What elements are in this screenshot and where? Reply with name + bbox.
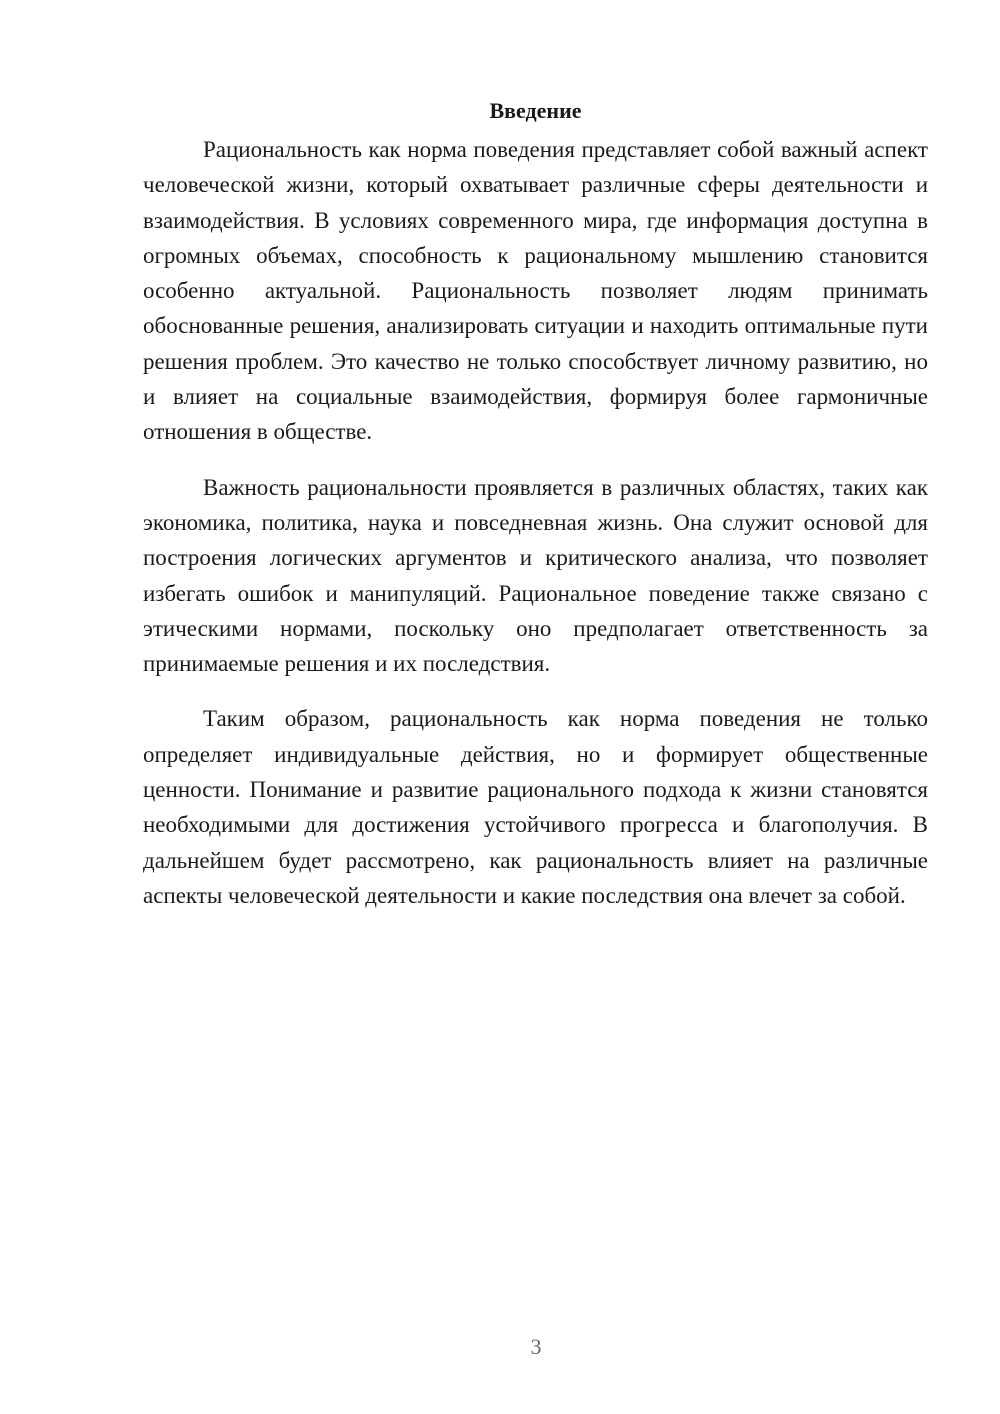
- paragraph-2: Важность рациональности проявляется в различных областях, таких как экономика, политика, наука и повседневная жизнь. Она служит основой для построения логических аргументов и критического анализа, что позволяет избегать ошибок и манипуляций. Рациональное поведение также связано с этическими нормами, поскольку оно предполагает ответственность за принимаемые решения и их последствия.: [143, 474, 928, 677]
- section-title: Введение: [489, 98, 582, 123]
- paragraph-1: Рациональность как норма поведения представляет собой важный аспект человеческой жизни, который охватывает различные сферы деятельности и взаимодействия. В условиях современного мира, где информация доступна в огромных объемах, способность к рациональному мышлению становится особенно актуальной. Рациональность позволяет людям принимать обоснованные решения, анализировать ситуации и находить оптимальные пути решения проблем. Это качество не только способствует личному развитию, но и влияет на социальные взаимодействия, формируя более гармоничные отношения в обществе.: [143, 137, 928, 445]
- document-body: [143, 96, 928, 933]
- paragraph-3: Таким образом, рациональность как норма поведения не только определяет индивидуальные действия, но и формирует общественные ценности. Понимание и развитие рационального подхода к жизни становятся необходимыми для достижения устойчивого прогресса и благополучия. В дальнейшем будет рассмотрено, как рациональность влияет на различные аспекты человеческой деятельности и какие последствия она влечет за собой.: [143, 706, 928, 908]
- page-number: 3: [530, 1334, 542, 1359]
